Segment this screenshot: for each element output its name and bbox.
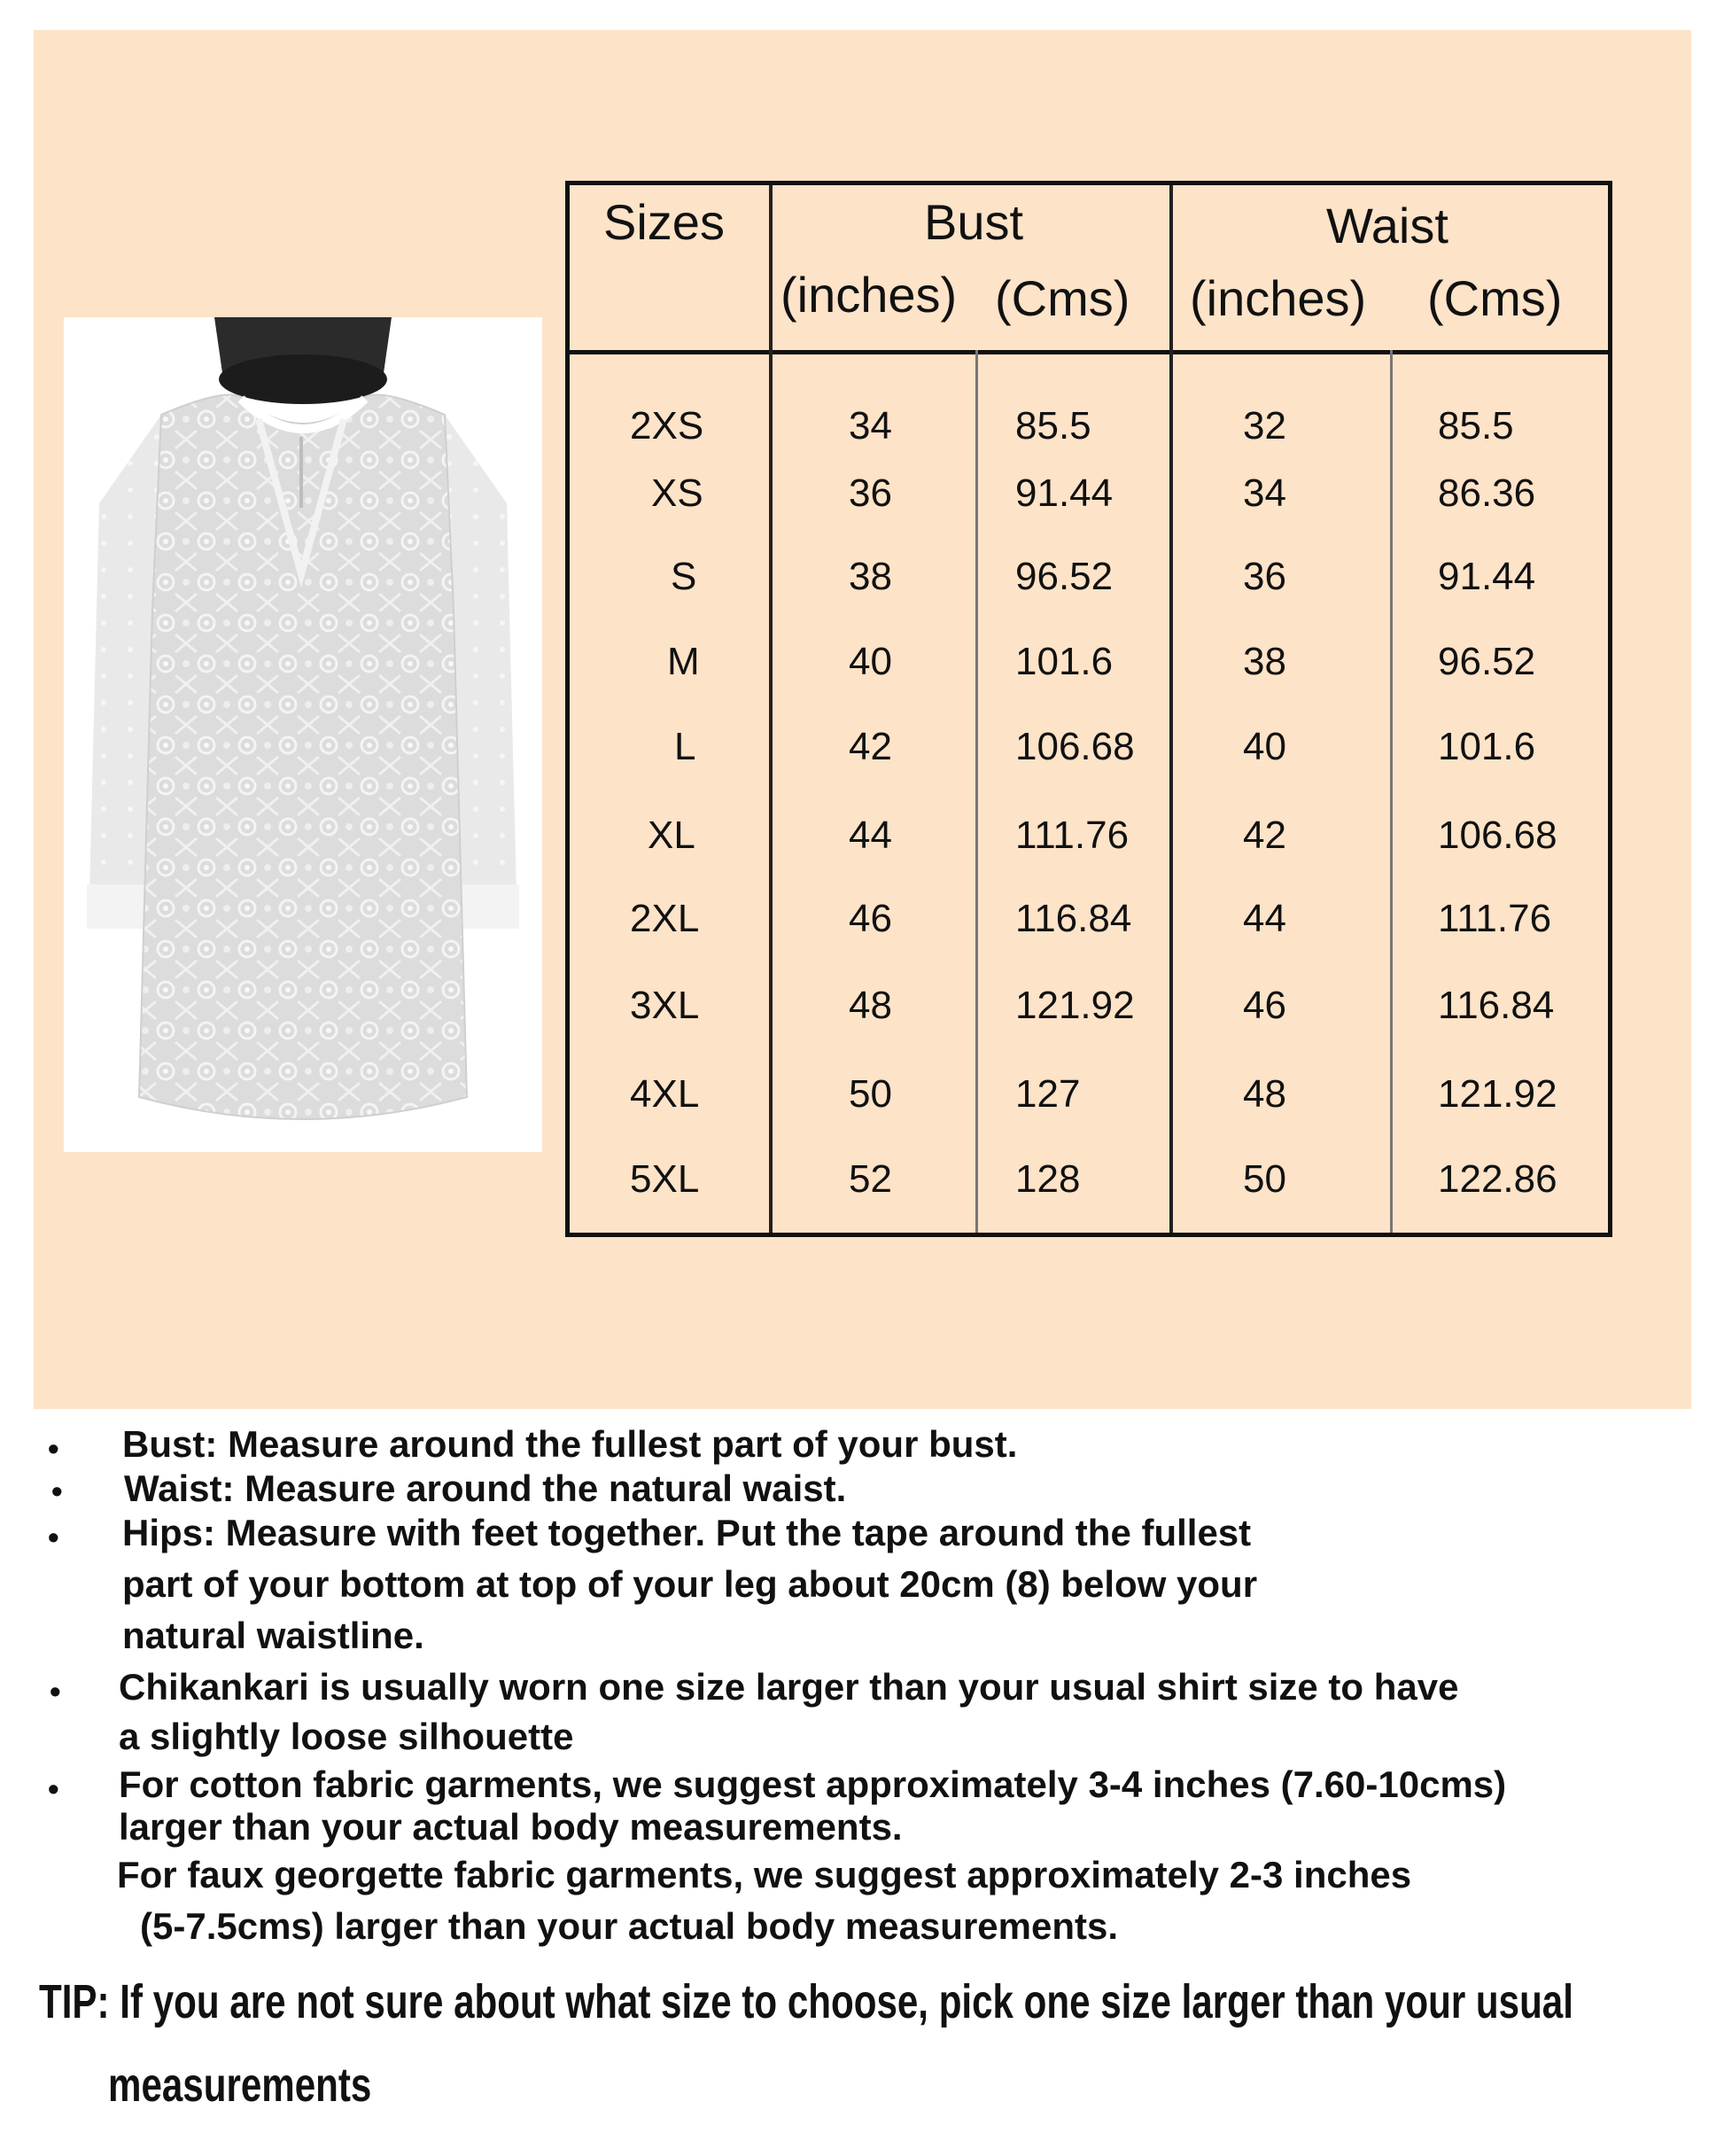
cell-waist-cms: 101.6 [1438, 725, 1536, 768]
cell-waist-cms: 86.36 [1438, 471, 1536, 515]
cell-bust-cms: 127 [1015, 1072, 1081, 1116]
cell-size: L [674, 725, 696, 768]
column-divider [769, 185, 773, 1233]
note-bust: Bust: Measure around the fullest part of your bust. [122, 1423, 1018, 1465]
cell-bust-inches: 46 [849, 897, 892, 940]
column-divider [975, 350, 978, 1233]
cell-waist-inches: 32 [1243, 404, 1286, 448]
cell-waist-inches: 36 [1243, 555, 1286, 598]
cell-size: 5XL [630, 1157, 700, 1201]
cell-size: 4XL [630, 1072, 700, 1116]
cell-waist-cms: 96.52 [1438, 640, 1536, 683]
header-waist: Waist [1326, 198, 1448, 253]
cell-bust-cms: 101.6 [1015, 640, 1114, 683]
cell-bust-cms: 116.84 [1015, 897, 1132, 940]
cell-waist-inches: 40 [1243, 725, 1286, 768]
cell-waist-inches: 42 [1243, 813, 1286, 857]
cell-waist-cms: 91.44 [1438, 555, 1536, 598]
header-bust-inches: (inches) [780, 267, 958, 323]
cell-bust-inches: 44 [849, 813, 892, 857]
kurta-product-photo [64, 317, 542, 1152]
cell-waist-cms: 85.5 [1438, 404, 1514, 448]
note-cotton-line2: larger than your actual body measurements. [119, 1806, 903, 1848]
note-georgette-line1: For faux georgette fabric garments, we suggest approximately 2-3 inches [117, 1854, 1412, 1895]
bullet-icon: • [48, 1519, 59, 1555]
bullet-icon: • [48, 1771, 59, 1807]
tip-line1: TIP: If you are not sure about what size to choose, pick one size larger than your usual [39, 1975, 1573, 2028]
cell-bust-inches: 38 [849, 555, 892, 598]
header-waist-cms: (Cms) [1427, 270, 1563, 326]
cell-bust-inches: 42 [849, 725, 892, 768]
tip-line2: measurements [108, 2059, 372, 2112]
note-georgette-line2: (5-7.5cms) larger than your actual body measurements. [140, 1905, 1119, 1947]
header-sizes: Sizes [603, 194, 725, 250]
cell-waist-cms: 106.68 [1438, 813, 1557, 857]
cell-waist-cms: 121.92 [1438, 1072, 1557, 1116]
white-kurta-illustration [64, 317, 542, 1152]
column-divider [1169, 185, 1173, 1233]
cell-size: 3XL [630, 984, 700, 1027]
note-cotton-line1: For cotton fabric garments, we suggest approximately 3-4 inches (7.60-10cms) [119, 1763, 1507, 1805]
cell-waist-inches: 46 [1243, 984, 1286, 1027]
note-waist: Waist: Measure around the natural waist. [124, 1467, 847, 1509]
cell-bust-cms: 106.68 [1015, 725, 1135, 768]
cell-size: S [671, 555, 697, 598]
note-hips-line1: Hips: Measure with feet together. Put the tape around the fullest [122, 1512, 1252, 1553]
cell-bust-cms: 96.52 [1015, 555, 1114, 598]
cell-waist-inches: 38 [1243, 640, 1286, 683]
cell-size: XS [651, 471, 703, 515]
size-table [565, 181, 1612, 1237]
note-chikankari-line1: Chikankari is usually worn one size larger than your usual shirt size to have [119, 1666, 1459, 1708]
cell-waist-cms: 116.84 [1438, 984, 1555, 1027]
cell-bust-inches: 50 [849, 1072, 892, 1116]
cell-waist-inches: 44 [1243, 897, 1286, 940]
cell-bust-inches: 52 [849, 1157, 892, 1201]
cell-bust-cms: 128 [1015, 1157, 1081, 1201]
column-divider [1390, 350, 1393, 1233]
cell-size: XL [648, 813, 695, 857]
cell-bust-cms: 111.76 [1015, 813, 1130, 857]
cell-bust-inches: 40 [849, 640, 892, 683]
note-hips-line2: part of your bottom at top of your leg about 20cm (8) below your [122, 1563, 1258, 1605]
cell-bust-cms: 85.5 [1015, 404, 1091, 448]
bullet-icon: • [48, 1430, 59, 1467]
cell-bust-cms: 91.44 [1015, 471, 1114, 515]
cell-bust-cms: 121.92 [1015, 984, 1135, 1027]
header-bust: Bust [924, 194, 1024, 250]
header-bust-cms: (Cms) [995, 270, 1130, 326]
note-hips-line3: natural waistline. [122, 1615, 424, 1656]
header-divider [570, 350, 1608, 354]
cell-size: M [667, 640, 700, 683]
cell-waist-cms: 111.76 [1438, 897, 1552, 940]
note-chikankari-line2: a slightly loose silhouette [119, 1716, 574, 1757]
cell-waist-inches: 34 [1243, 471, 1286, 515]
cell-bust-inches: 34 [849, 404, 892, 448]
bullet-icon: • [50, 1673, 61, 1709]
bullet-icon: • [51, 1473, 63, 1509]
cell-bust-inches: 48 [849, 984, 892, 1027]
header-waist-inches: (inches) [1190, 270, 1367, 326]
cell-bust-inches: 36 [849, 471, 892, 515]
cell-size: 2XL [630, 897, 700, 940]
cell-waist-inches: 48 [1243, 1072, 1286, 1116]
cell-size: 2XS [630, 404, 704, 448]
cell-waist-inches: 50 [1243, 1157, 1286, 1201]
cell-waist-cms: 122.86 [1438, 1157, 1557, 1201]
